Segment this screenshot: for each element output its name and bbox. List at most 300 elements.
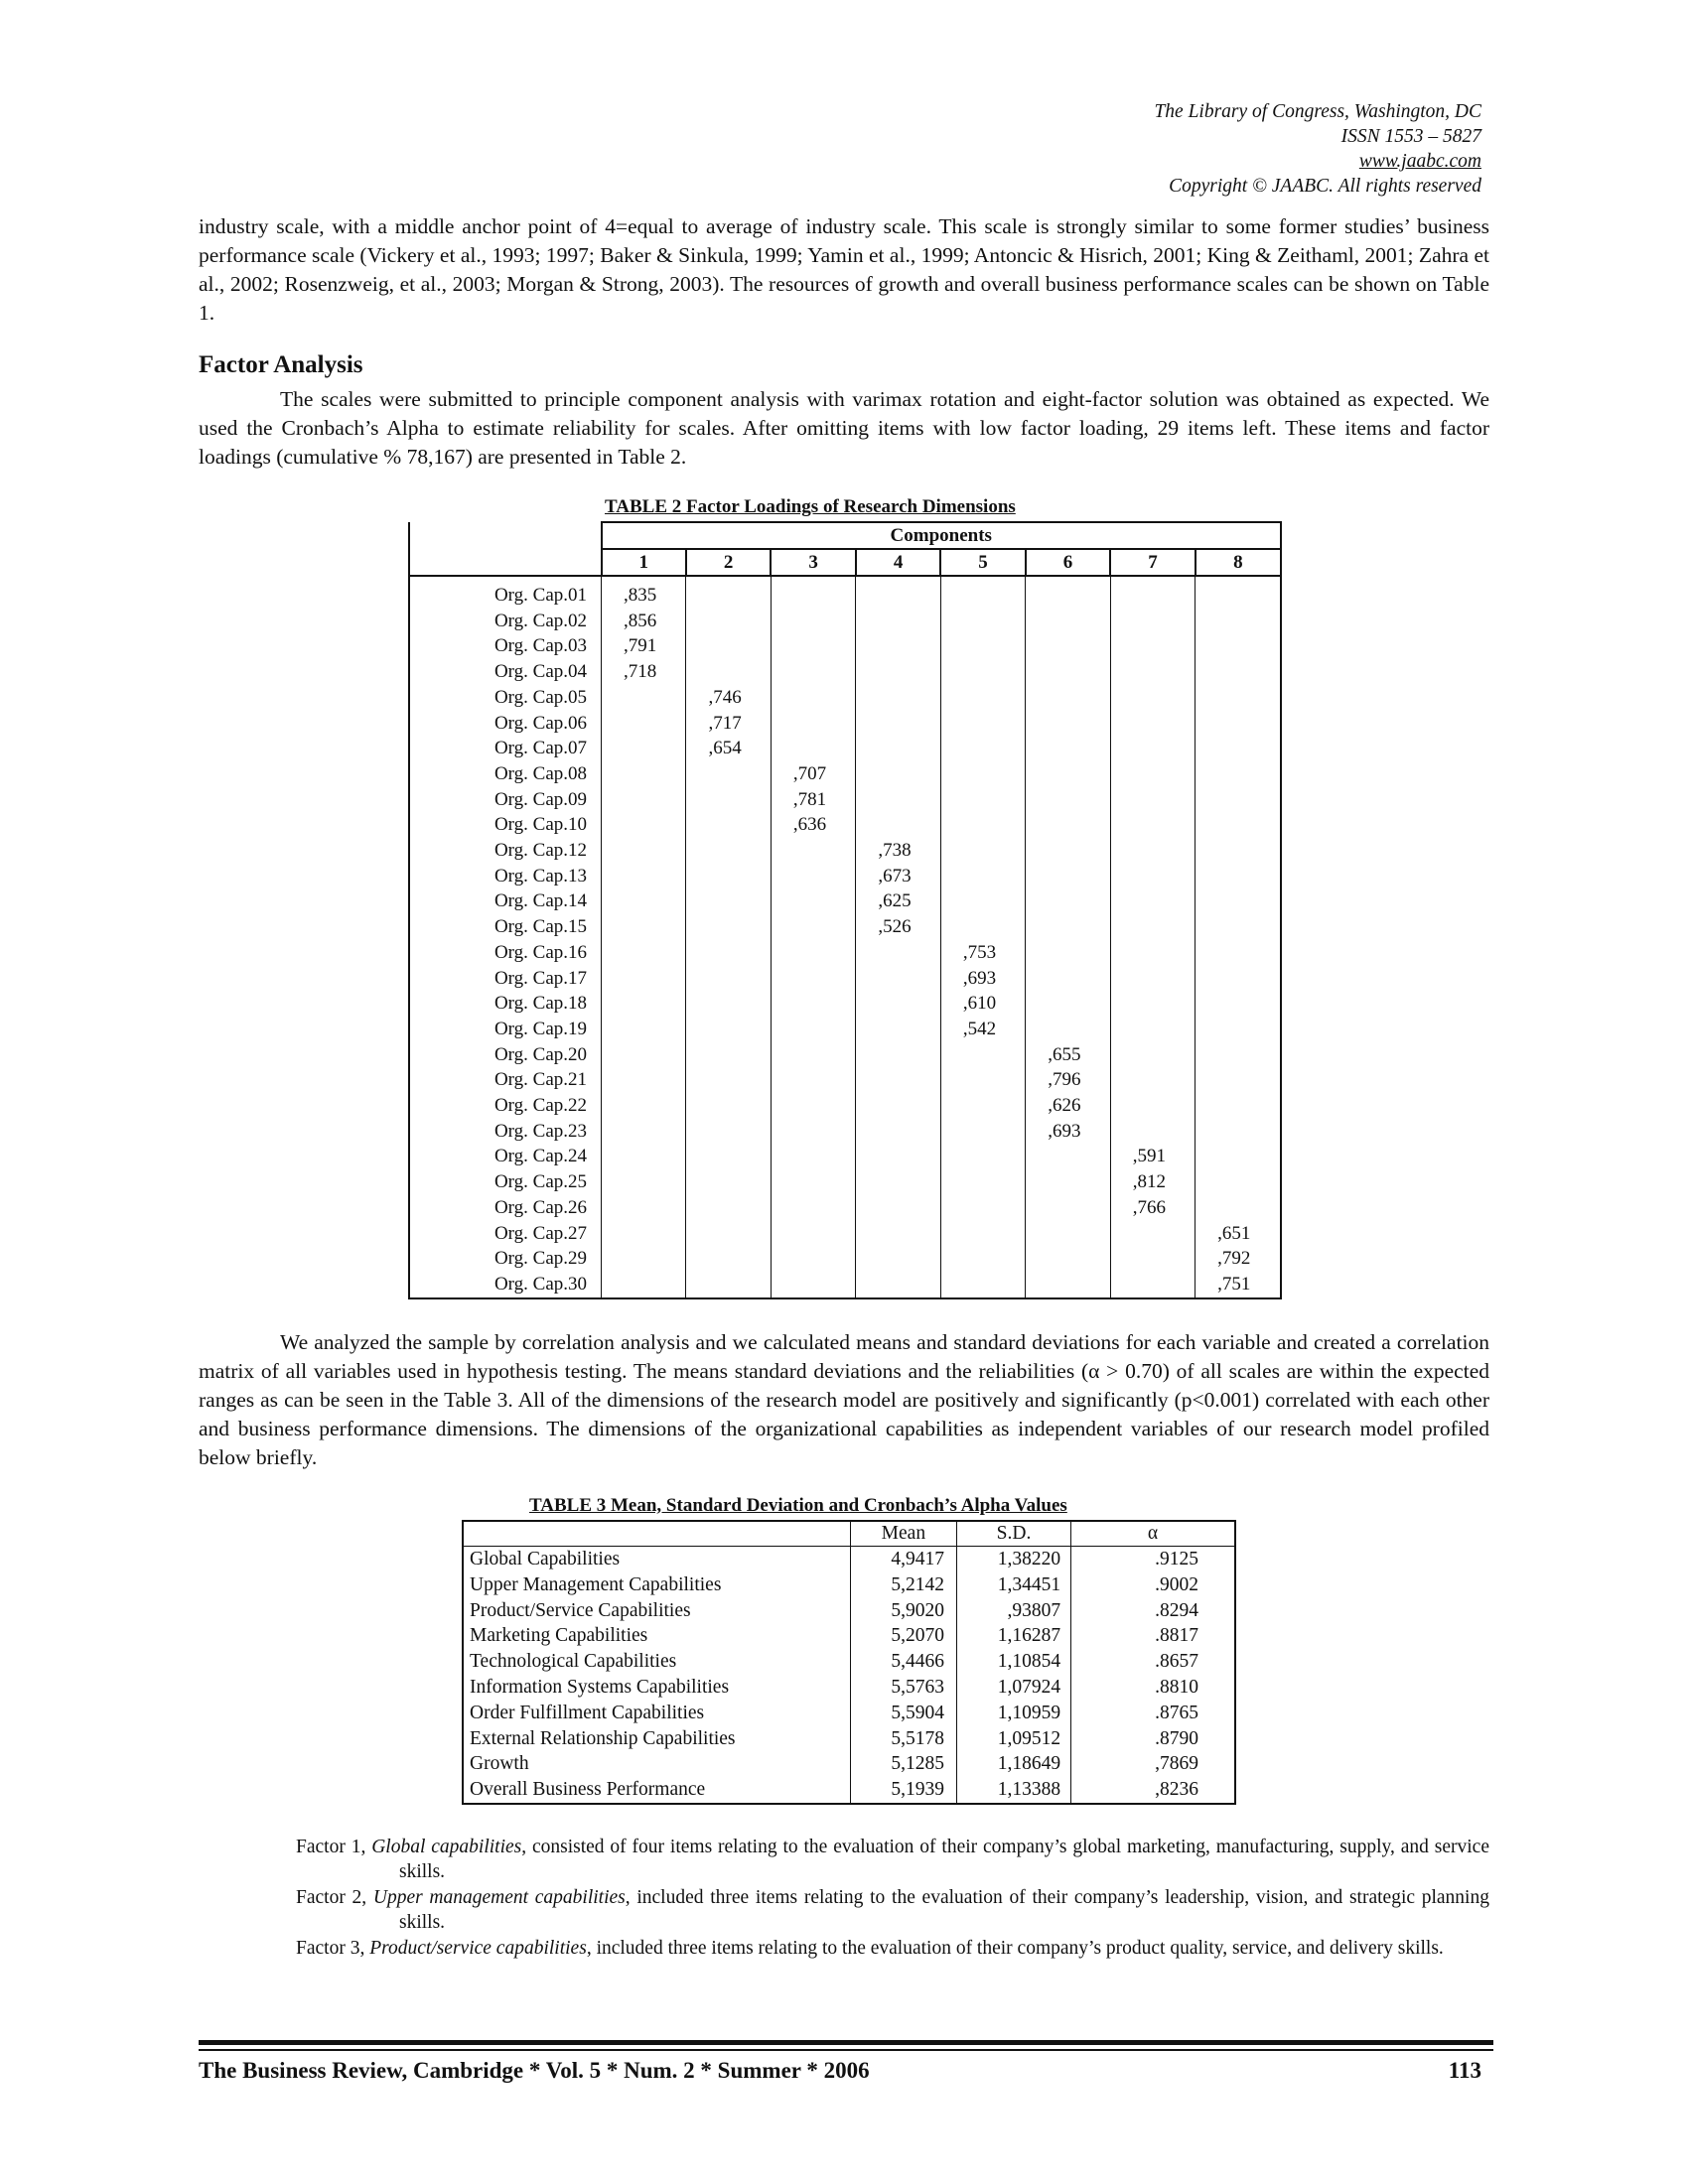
table2-empty-cell xyxy=(1026,576,1110,609)
table2-empty-cell xyxy=(602,966,686,992)
table3-mean-cell: 5,5904 xyxy=(850,1701,956,1726)
table2-empty-cell xyxy=(1196,966,1281,992)
table2-row xyxy=(409,940,1281,966)
table2-empty-cell xyxy=(602,1169,686,1195)
table3-row xyxy=(463,1547,1235,1572)
table2-empty-cell xyxy=(1026,609,1110,634)
table2-empty-cell xyxy=(771,1272,855,1298)
table2-empty-cell xyxy=(771,966,855,992)
table2-empty-cell xyxy=(940,1042,1025,1068)
table2-row-label: Org. Cap.09 xyxy=(409,787,602,813)
table2-empty-cell xyxy=(856,1195,940,1221)
table3-sd-cell: 1,10959 xyxy=(956,1701,1070,1726)
table2-row-label: Org. Cap.15 xyxy=(409,914,602,940)
table2-empty-cell xyxy=(771,914,855,940)
table2-empty-cell xyxy=(602,1144,686,1169)
factor-3-text: , included three items relating to the evaluation of their company’s product quality, service, and delivery skills. xyxy=(586,1938,1444,1959)
factor-2-description xyxy=(296,1885,1489,1935)
table2-row-label: Org. Cap.23 xyxy=(409,1119,602,1145)
table2-empty-cell xyxy=(1110,838,1195,864)
table2-empty-cell xyxy=(771,1246,855,1272)
table2-empty-cell xyxy=(856,1246,940,1272)
table2-loading-value: ,738 xyxy=(856,838,940,864)
table2-row-label: Org. Cap.21 xyxy=(409,1067,602,1093)
table2-row xyxy=(409,1272,1281,1298)
table3-caption: TABLE 3 Mean, Standard Deviation and Cronbach’s Alpha Values xyxy=(529,1495,1067,1516)
table2-empty-cell xyxy=(686,659,771,685)
table2-row-label: Org. Cap.05 xyxy=(409,685,602,711)
footer-rule-thick xyxy=(199,2040,1493,2045)
table2-empty-cell xyxy=(1026,1169,1110,1195)
table2-empty-cell xyxy=(686,812,771,838)
table2-empty-cell xyxy=(771,736,855,761)
table2-row-label: Org. Cap.20 xyxy=(409,1042,602,1068)
table3-mean-cell: 5,1939 xyxy=(850,1777,956,1804)
table3-sd-cell: 1,13388 xyxy=(956,1777,1070,1804)
table2-empty-cell xyxy=(1026,966,1110,992)
table2-loading-value: ,781 xyxy=(771,787,855,813)
table2-empty-cell xyxy=(771,1144,855,1169)
table2-empty-cell xyxy=(940,787,1025,813)
table2-empty-cell xyxy=(686,633,771,659)
table2-empty-cell xyxy=(856,940,940,966)
table2-empty-cell xyxy=(1196,1017,1281,1042)
table2-row-label: Org. Cap.26 xyxy=(409,1195,602,1221)
table3-mean-cell: 5,5763 xyxy=(850,1675,956,1701)
factor-3-description xyxy=(296,1936,1489,1961)
table2-empty-cell xyxy=(1110,576,1195,609)
table3-name-cell: Growth xyxy=(463,1751,850,1777)
table3-mean-cell: 5,4466 xyxy=(850,1649,956,1675)
table2-loading-value: ,791 xyxy=(602,633,686,659)
table2-empty-cell xyxy=(940,609,1025,634)
table2-empty-cell xyxy=(1110,1067,1195,1093)
table2-empty-cell xyxy=(771,838,855,864)
table2-empty-cell xyxy=(1196,609,1281,634)
factor-3-prefix: Factor 3, xyxy=(296,1938,370,1959)
table2-empty-cell xyxy=(856,1119,940,1145)
table2-empty-cell xyxy=(1196,787,1281,813)
table2-column-2: 2 xyxy=(686,549,771,576)
table2-empty-cell xyxy=(771,1195,855,1221)
table2-row-label: Org. Cap.12 xyxy=(409,838,602,864)
table2-empty-cell xyxy=(1110,966,1195,992)
table2-empty-cell xyxy=(940,864,1025,889)
table2-empty-cell xyxy=(1196,1093,1281,1119)
table2-empty-cell xyxy=(940,888,1025,914)
factor-descriptions xyxy=(296,1835,1489,1962)
table3-name-cell: Marketing Capabilities xyxy=(463,1623,850,1649)
table2-empty-cell xyxy=(1026,838,1110,864)
table3-mean-cell: 4,9417 xyxy=(850,1547,956,1572)
table2-empty-cell xyxy=(771,1042,855,1068)
table2-empty-cell xyxy=(1196,736,1281,761)
table2-caption: TABLE 2 Factor Loadings of Research Dimensions xyxy=(605,496,1016,517)
table2-empty-cell xyxy=(602,991,686,1017)
table2-empty-cell xyxy=(856,633,940,659)
table3-alpha-cell: .8817 xyxy=(1071,1623,1235,1649)
table2-row-label: Org. Cap.18 xyxy=(409,991,602,1017)
table2-empty-cell xyxy=(602,711,686,737)
table2-empty-cell xyxy=(1110,1221,1195,1247)
table2-row-label: Org. Cap.24 xyxy=(409,1144,602,1169)
table2-row xyxy=(409,838,1281,864)
table2-empty-cell xyxy=(856,1221,940,1247)
table2-row-label: Org. Cap.16 xyxy=(409,940,602,966)
table2-empty-cell xyxy=(771,1169,855,1195)
table2-empty-cell xyxy=(1110,787,1195,813)
table2-empty-cell xyxy=(1196,633,1281,659)
table3-row xyxy=(463,1726,1235,1752)
table2-empty-cell xyxy=(1196,1169,1281,1195)
table2-row-label: Org. Cap.01 xyxy=(409,576,602,609)
table2-empty-cell xyxy=(1026,1195,1110,1221)
table3-name-cell: Upper Management Capabilities xyxy=(463,1572,850,1598)
table2-empty-cell xyxy=(771,940,855,966)
table2-empty-cell xyxy=(940,812,1025,838)
table3-alpha-cell: .8657 xyxy=(1071,1649,1235,1675)
table2-empty-cell xyxy=(602,1042,686,1068)
table3-alpha-cell: .8765 xyxy=(1071,1701,1235,1726)
table2-empty-cell xyxy=(1196,761,1281,787)
table3-row xyxy=(463,1649,1235,1675)
table2-empty-cell xyxy=(1196,812,1281,838)
table2-empty-cell xyxy=(1026,914,1110,940)
table2-empty-cell xyxy=(686,761,771,787)
footer-rule-thin xyxy=(199,2049,1493,2051)
table2-loading-value: ,626 xyxy=(1026,1093,1110,1119)
table2-empty-cell xyxy=(1110,685,1195,711)
table2-row-label: Org. Cap.27 xyxy=(409,1221,602,1247)
table2-loading-value: ,673 xyxy=(856,864,940,889)
table2-row-label: Org. Cap.25 xyxy=(409,1169,602,1195)
table2-empty-cell xyxy=(602,914,686,940)
table2-empty-cell xyxy=(771,685,855,711)
table2-empty-cell xyxy=(686,609,771,634)
table2-empty-cell xyxy=(940,576,1025,609)
factor-1-text: , consisted of four items relating to the evaluation of their company’s global marketing, manufacturing, supply, and service skills. xyxy=(399,1837,1489,1882)
table3-sd-cell: 1,07924 xyxy=(956,1675,1070,1701)
table2-empty-cell xyxy=(1026,864,1110,889)
table2-empty-cell xyxy=(771,1221,855,1247)
paragraph-industry-scale: industry scale, with a middle anchor point of 4=equal to average of industry scale. This scale is strongly similar to some former studies’ business performance scale (Vickery et al., 1993; 1997; Baker & Sinkula, 1999; Yamin et al., 1999; Antoncic & Hisrich, 2001; King & Zeithaml, 2001; Zahra et al., 2002; Rosenzweig, et al., 2003; Morgan & Strong, 2003). The resources of growth and overall business performance scales can be shown on Table 1. xyxy=(199,214,1489,325)
table3-row xyxy=(463,1777,1235,1804)
table2-empty-cell xyxy=(686,914,771,940)
table2-empty-cell xyxy=(856,991,940,1017)
table2-row xyxy=(409,633,1281,659)
table2-row-label: Org. Cap.04 xyxy=(409,659,602,685)
table3-name-cell: External Relationship Capabilities xyxy=(463,1726,850,1752)
table2-loading-value: ,610 xyxy=(940,991,1025,1017)
table2-row xyxy=(409,1042,1281,1068)
table2-column-5: 5 xyxy=(940,549,1025,576)
table2-empty-cell xyxy=(856,1093,940,1119)
table2-empty-cell xyxy=(602,1246,686,1272)
table2-empty-cell xyxy=(771,633,855,659)
table3-sd-cell: 1,38220 xyxy=(956,1547,1070,1572)
table2-empty-cell xyxy=(771,888,855,914)
table2-empty-cell xyxy=(1196,914,1281,940)
table2-empty-cell xyxy=(686,1093,771,1119)
table2-empty-cell xyxy=(1110,633,1195,659)
table3-name-cell: Technological Capabilities xyxy=(463,1649,850,1675)
table2-empty-cell xyxy=(686,1272,771,1298)
table2-empty-cell xyxy=(1110,1246,1195,1272)
table2-row xyxy=(409,966,1281,992)
table2-empty-cell xyxy=(686,864,771,889)
table3-alpha-cell: .8810 xyxy=(1071,1675,1235,1701)
table2-empty-cell xyxy=(686,1067,771,1093)
table3-header-sd: S.D. xyxy=(956,1521,1070,1547)
factor-3-name: Product/service capabilities xyxy=(369,1938,587,1959)
table2-empty-cell xyxy=(1026,1221,1110,1247)
table2-row xyxy=(409,609,1281,634)
factor-2-prefix: Factor 2, xyxy=(296,1887,373,1908)
table2-empty-cell xyxy=(1196,1195,1281,1221)
table2-empty-cell xyxy=(1110,1017,1195,1042)
table3-row xyxy=(463,1623,1235,1649)
table2-row xyxy=(409,787,1281,813)
table2-row-label: Org. Cap.13 xyxy=(409,864,602,889)
table2-loading-value: ,542 xyxy=(940,1017,1025,1042)
table2-empty-cell xyxy=(686,838,771,864)
header-copyright: Copyright © JAABC. All rights reserved xyxy=(1169,176,1481,197)
table2-empty-cell xyxy=(686,1119,771,1145)
table2-empty-cell xyxy=(686,576,771,609)
table2-row-label: Org. Cap.22 xyxy=(409,1093,602,1119)
table2-row xyxy=(409,736,1281,761)
table2-empty-cell xyxy=(940,1221,1025,1247)
table3-name-cell: Order Fulfillment Capabilities xyxy=(463,1701,850,1726)
table2-row xyxy=(409,1119,1281,1145)
table2-empty-cell xyxy=(1110,991,1195,1017)
table2-row xyxy=(409,576,1281,609)
table2-column-3: 3 xyxy=(771,549,855,576)
table2-row xyxy=(409,1144,1281,1169)
table2-empty-cell xyxy=(940,633,1025,659)
table2-empty-cell xyxy=(1026,633,1110,659)
table2-empty-cell xyxy=(686,991,771,1017)
header-website-link[interactable]: www.jaabc.com xyxy=(1358,151,1481,172)
factor-2-text: , included three items relating to the evaluation of their company’s leadership, vision, and strategic planning skills. xyxy=(399,1887,1489,1933)
table2-empty-cell xyxy=(1026,888,1110,914)
table3-row xyxy=(463,1598,1235,1624)
table2-empty-cell xyxy=(940,1246,1025,1272)
table2-empty-cell xyxy=(940,1169,1025,1195)
table2-column-1: 1 xyxy=(602,549,686,576)
factor-1-description xyxy=(296,1835,1489,1884)
table2-empty-cell xyxy=(940,1272,1025,1298)
mean-sd-alpha-table xyxy=(462,1520,1236,1805)
table2-column-8: 8 xyxy=(1196,549,1281,576)
table2-empty-cell xyxy=(1026,1144,1110,1169)
table2-row xyxy=(409,1246,1281,1272)
table2-empty-cell xyxy=(856,576,940,609)
table2-loading-value: ,717 xyxy=(686,711,771,737)
table2-empty-cell xyxy=(940,685,1025,711)
table3-alpha-cell: .8294 xyxy=(1071,1598,1235,1624)
table2-empty-cell xyxy=(1196,685,1281,711)
table2-empty-cell xyxy=(1026,787,1110,813)
table2-empty-cell xyxy=(602,812,686,838)
table2-loading-value: ,856 xyxy=(602,609,686,634)
table2-row-label: Org. Cap.07 xyxy=(409,736,602,761)
table2-loading-value: ,792 xyxy=(1196,1246,1281,1272)
table2-empty-cell xyxy=(1196,864,1281,889)
table3-row xyxy=(463,1675,1235,1701)
table2-empty-cell xyxy=(686,1042,771,1068)
table2-row xyxy=(409,1221,1281,1247)
table2-empty-cell xyxy=(1110,609,1195,634)
table2-empty-cell xyxy=(856,711,940,737)
table2-empty-cell xyxy=(1196,1067,1281,1093)
table2-empty-cell xyxy=(1026,761,1110,787)
table3-sd-cell: 1,18649 xyxy=(956,1751,1070,1777)
table2-row-label: Org. Cap.29 xyxy=(409,1246,602,1272)
table2-empty-cell xyxy=(856,1017,940,1042)
table2-empty-cell xyxy=(856,609,940,634)
table2-row xyxy=(409,991,1281,1017)
table2-empty-cell xyxy=(856,1144,940,1169)
table3-header-alpha: α xyxy=(1071,1521,1235,1547)
table2-empty-cell xyxy=(856,685,940,711)
table2-row xyxy=(409,685,1281,711)
table2-empty-cell xyxy=(771,576,855,609)
table3-mean-cell: 5,1285 xyxy=(850,1751,956,1777)
table3-sd-cell: ,93807 xyxy=(956,1598,1070,1624)
table2-empty-cell xyxy=(686,888,771,914)
table2-empty-cell xyxy=(1026,1272,1110,1298)
table2-row xyxy=(409,761,1281,787)
table2-loading-value: ,718 xyxy=(602,659,686,685)
table2-empty-cell xyxy=(1110,1119,1195,1145)
table2-loading-value: ,625 xyxy=(856,888,940,914)
table3-sd-cell: 1,34451 xyxy=(956,1572,1070,1598)
table3-sd-cell: 1,09512 xyxy=(956,1726,1070,1752)
table2-empty-cell xyxy=(602,1067,686,1093)
table2-empty-cell xyxy=(771,1093,855,1119)
table2-empty-cell xyxy=(686,1221,771,1247)
table2-loading-value: ,812 xyxy=(1110,1169,1195,1195)
table2-row-label: Org. Cap.30 xyxy=(409,1272,602,1298)
table2-empty-cell xyxy=(602,736,686,761)
table2-empty-cell xyxy=(771,1067,855,1093)
table2-empty-cell xyxy=(1110,940,1195,966)
factor-1-prefix: Factor 1, xyxy=(296,1837,372,1857)
table2-empty-cell xyxy=(771,1017,855,1042)
table2-empty-cell xyxy=(602,838,686,864)
table2-empty-cell xyxy=(1196,838,1281,864)
table2-row-label: Org. Cap.08 xyxy=(409,761,602,787)
table2-empty-cell xyxy=(1110,1272,1195,1298)
table2-row xyxy=(409,711,1281,737)
table2-empty-cell xyxy=(771,609,855,634)
table3-alpha-cell: .9002 xyxy=(1071,1572,1235,1598)
table2-empty-cell xyxy=(602,761,686,787)
table2-empty-cell xyxy=(856,812,940,838)
table2-empty-cell xyxy=(1110,1093,1195,1119)
table2-empty-cell xyxy=(940,838,1025,864)
table2-empty-cell xyxy=(1196,659,1281,685)
table3-mean-cell: 5,2142 xyxy=(850,1572,956,1598)
table2-empty-cell xyxy=(1110,761,1195,787)
table2-loading-value: ,707 xyxy=(771,761,855,787)
table2-empty-cell xyxy=(1026,1246,1110,1272)
table2-loading-value: ,751 xyxy=(1196,1272,1281,1298)
table2-row-label: Org. Cap.06 xyxy=(409,711,602,737)
table2-empty-cell xyxy=(1196,940,1281,966)
table2-row-label: Org. Cap.03 xyxy=(409,633,602,659)
table2-loading-value: ,526 xyxy=(856,914,940,940)
table2-loading-value: ,835 xyxy=(602,576,686,609)
table2-empty-cell xyxy=(856,659,940,685)
table2-empty-cell xyxy=(602,1017,686,1042)
table3-row xyxy=(463,1751,1235,1777)
table2-empty-cell xyxy=(602,1195,686,1221)
table2-empty-cell xyxy=(1110,736,1195,761)
factor-loadings-table xyxy=(408,521,1282,1299)
table2-empty-cell xyxy=(1026,812,1110,838)
table2-empty-cell xyxy=(602,1119,686,1145)
table2-empty-cell xyxy=(771,659,855,685)
table2-loading-value: ,693 xyxy=(940,966,1025,992)
table2-empty-cell xyxy=(771,1119,855,1145)
table2-empty-cell xyxy=(1026,711,1110,737)
table2-empty-cell xyxy=(686,940,771,966)
table2-row xyxy=(409,1195,1281,1221)
table2-empty-cell xyxy=(686,966,771,992)
table3-alpha-cell: ,7869 xyxy=(1071,1751,1235,1777)
table2-row xyxy=(409,1017,1281,1042)
table2-empty-cell xyxy=(1110,659,1195,685)
table2-column-4: 4 xyxy=(856,549,940,576)
table2-row xyxy=(409,864,1281,889)
table2-empty-cell xyxy=(1196,888,1281,914)
table2-empty-cell xyxy=(1110,888,1195,914)
table2-empty-cell xyxy=(1026,940,1110,966)
table2-empty-cell xyxy=(686,1169,771,1195)
table2-empty-cell xyxy=(1196,711,1281,737)
table2-empty-cell xyxy=(940,659,1025,685)
table2-corner xyxy=(409,522,602,576)
table3-alpha-cell: ,8236 xyxy=(1071,1777,1235,1804)
table2-loading-value: ,746 xyxy=(686,685,771,711)
paragraph-correlation: We analyzed the sample by correlation analysis and we calculated means and standard deviations for each variable and created a correlation matrix of all variables used in hypothesis testing. The means standard deviations and the reliabilities (α > 0.70) of all scales are within the expected ranges as can be seen in the Table 3. All of the dimensions of the research model are positively and significantly (p<0.001) correlated with each other and business performance dimensions. The dimensions of the organizational capabilities as independent variables of our research model profiled below briefly. xyxy=(199,1330,1489,1469)
table2-row-label: Org. Cap.17 xyxy=(409,966,602,992)
table2-loading-value: ,654 xyxy=(686,736,771,761)
table2-empty-cell xyxy=(1196,1119,1281,1145)
table2-empty-cell xyxy=(856,966,940,992)
table2-empty-cell xyxy=(602,1272,686,1298)
table2-empty-cell xyxy=(771,864,855,889)
table2-empty-cell xyxy=(940,711,1025,737)
table3-mean-cell: 5,2070 xyxy=(850,1623,956,1649)
table2-empty-cell xyxy=(686,1144,771,1169)
table2-empty-cell xyxy=(1026,736,1110,761)
table2-empty-cell xyxy=(602,685,686,711)
table2-column-7: 7 xyxy=(1110,549,1195,576)
table3-sd-cell: 1,10854 xyxy=(956,1649,1070,1675)
table2-empty-cell xyxy=(940,736,1025,761)
table2-empty-cell xyxy=(686,1195,771,1221)
table2-empty-cell xyxy=(1026,685,1110,711)
header-library: The Library of Congress, Washington, DC xyxy=(1154,101,1481,122)
table2-empty-cell xyxy=(856,761,940,787)
table2-row-label: Org. Cap.10 xyxy=(409,812,602,838)
table2-row xyxy=(409,888,1281,914)
table2-empty-cell xyxy=(1110,711,1195,737)
table2-empty-cell xyxy=(856,1169,940,1195)
